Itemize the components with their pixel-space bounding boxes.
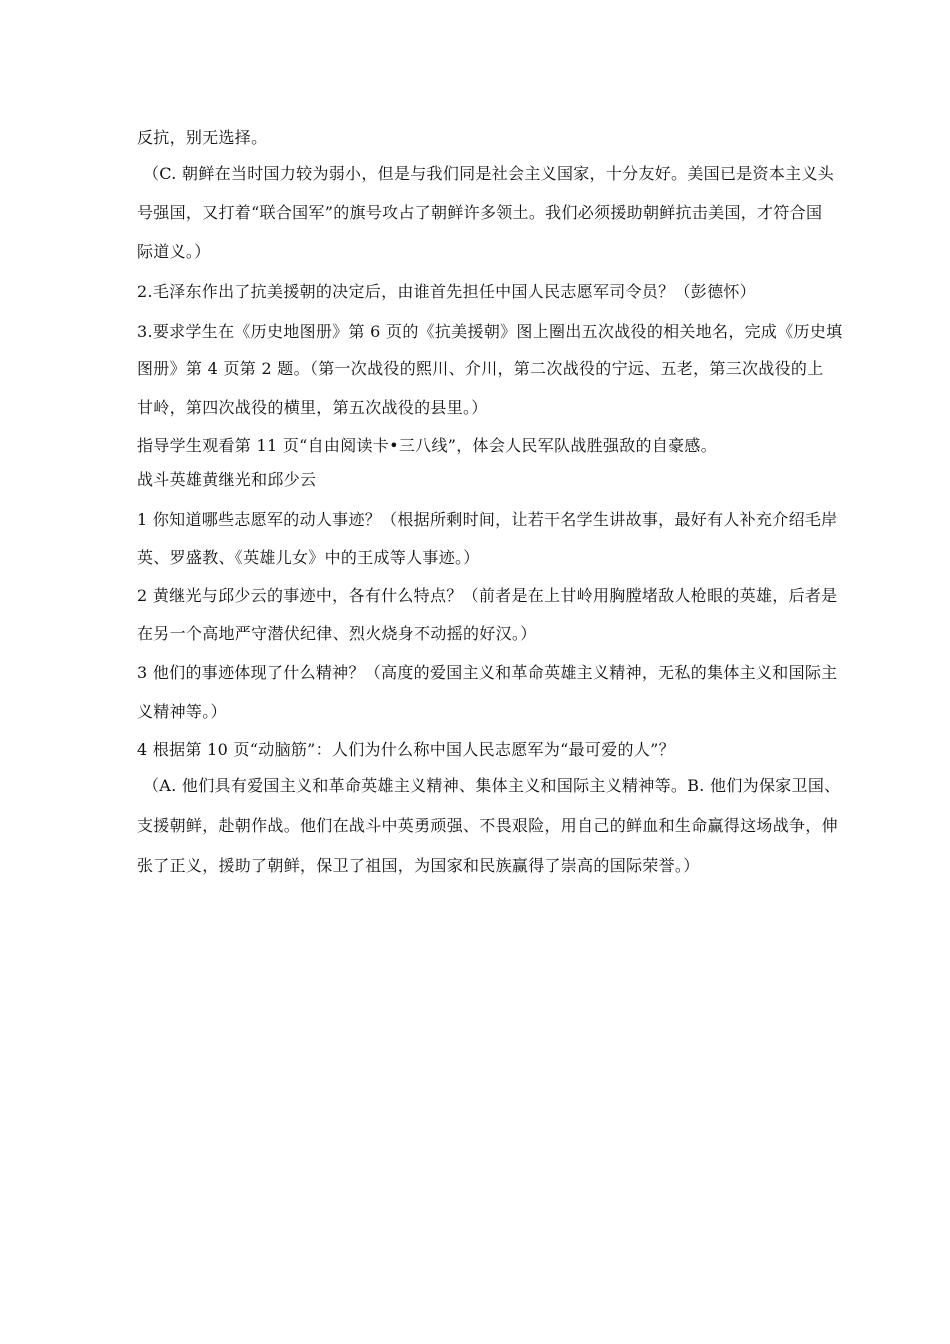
text-line: 3.要求学生在《历史地图册》第 6 页的《抗美援朝》图上圈出五次战役的相关地名，完成《历史填 [137,322,843,341]
text-line: 号强国，又打着“联合国军”的旗号攻占了朝鲜许多领土。我们必须援助朝鲜抗击美国，才符合国 [137,203,823,222]
text-line: 在另一个高地严守潜伏纪律、烈火烧身不动摇的好汉。） [137,624,537,643]
section-heading: 战斗英雄黄继光和邱少云 [137,470,317,489]
text-line: 3 他们的事迹体现了什么精神？（高度的爱国主义和革命英雄主义精神，无私的集体主义和国际主 [137,663,838,682]
text-line: 反抗，别无选择。 [137,128,268,147]
text-line: 2 黄继光与邱少云的事迹中，各有什么特点？（前者是在上甘岭用胸膛堵敌人枪眼的英雄，后者是 [137,586,838,605]
text-line: 际道义。） [137,242,211,261]
text-line: 甘岭，第四次战役的横里，第五次战役的县里。） [137,398,488,417]
text-line: （C. 朝鲜在当时国力较为弱小，但是与我们同是社会主义国家，十分友好。美国已是资本主义头 [143,164,835,183]
text-line: 英、罗盛教、《英雄儿女》中的王成等人事迹。） [137,548,480,567]
text-line: （A. 他们具有爱国主义和革命英雄主义精神、集体主义和国际主义精神等。B. 他们为保家卫国、 [143,776,841,795]
text-line: 1 你知道哪些志愿军的动人事迹？（根据所剩时间，让若干名学生讲故事，最好有人补充介绍毛岸 [137,510,838,529]
text-line: 图册》第 4 页第 2 题。（第一次战役的熙川、介川，第二次战役的宁远、五老，第三次战役的上 [137,359,824,378]
text-line: 义精神等。） [137,702,227,721]
text-line: 指导学生观看第 11 页“自由阅读卡•三八线”，体会人民军队战胜强敌的自豪感。 [137,436,718,455]
text-line: 支援朝鲜，赴朝作战。他们在战斗中英勇顽强、不畏艰险，用自己的鲜血和生命赢得这场战争，伸 [137,816,838,835]
text-line: 4 根据第 10 页“动脑筋”：人们为什么称中国人民志愿军为“最可爱的人”？ [137,740,675,759]
text-line: 张了正义，援助了朝鲜，保卫了祖国，为国家和民族赢得了崇高的国际荣誉。） [137,856,700,875]
text-line: 2.毛泽东作出了抗美援朝的决定后，由谁首先担任中国人民志愿军司令员？（彭德怀） [137,282,756,301]
